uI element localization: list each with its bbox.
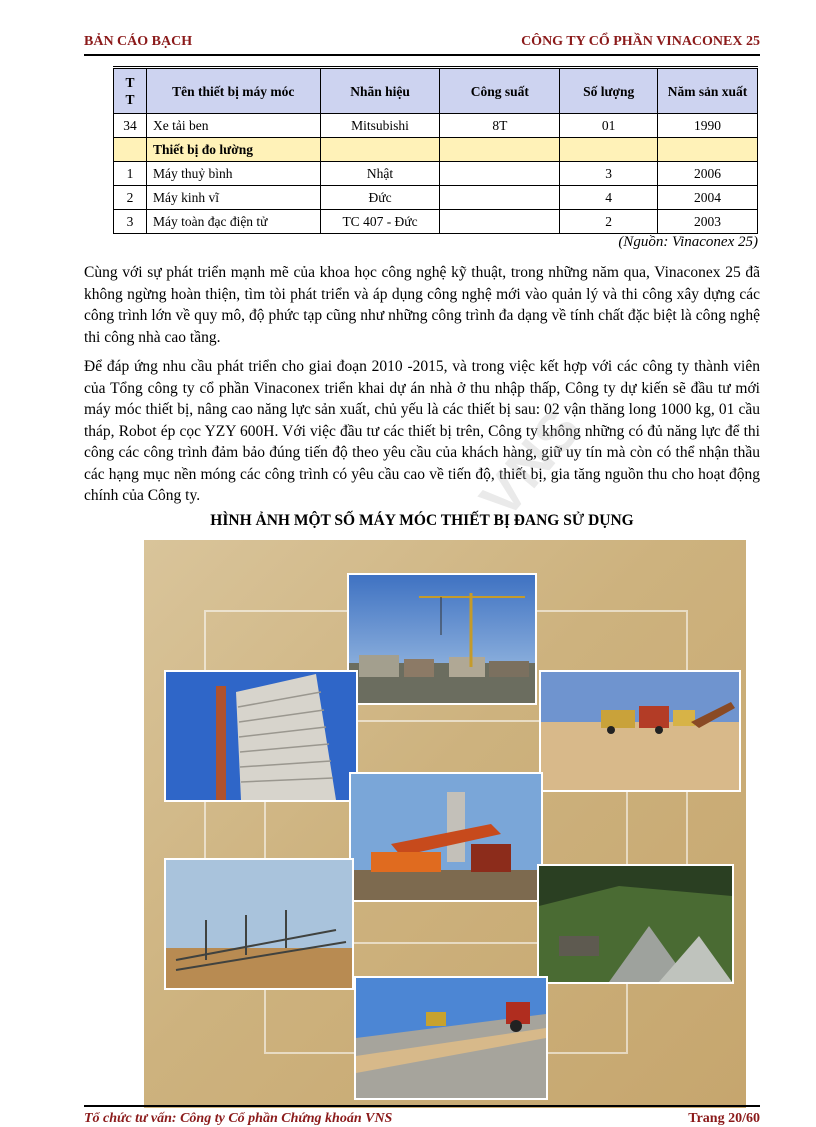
table-header-row [114,68,758,114]
header-document-title: BẢN CÁO BẠCH [84,34,193,49]
footer-page-number: Trang 20/60 [688,1111,760,1126]
cell-qty: 01 [560,114,658,138]
equipment-table [113,66,758,234]
high-rise-image [166,672,356,800]
group-label: Thiết bị đo lường [146,138,320,162]
cell-power: 8T [440,114,560,138]
body-paragraph-2: Để đáp ứng nhu cầu phát triển cho giai đoạn 2010 -2015, và trong việc kết hợp với các công ty thành viên của Tổng công ty cổ phần Vinaconex triển khai dự án nhà ở thu nhập thấp, Công ty dự kiến sẽ đầu tư mới máy móc thiết bị, nâng cao năng lực sản xuất, chủ yếu là các thiết bị sau: 02 vận thăng long 1000 kg, 01 cầu tháp, Robot ép cọc YZY 600H. Với việc đầu tư các thiết bị trên, Công ty không những có đủ năng lực để thi công các công trình đảm bảo đúng tiến độ theo yêu cầu của khách hàng, giữ uy tín mà còn có thể nhận thầu các hạng mục nền móng các công trình có yêu cầu cao về tiến độ, thiết bị, gia tăng nguồn thu cho hoạt động chính của Công ty. [84,358,760,504]
photo-road-rollers [354,976,548,1100]
col-header-qty: Số lượng [560,68,658,114]
equipment-photo-collage [144,540,746,1108]
photo-steel-frame [164,858,354,990]
table-row [114,114,758,138]
photo-high-rise-hoist [164,670,358,802]
cell-name: Máy toàn đạc điện tử [146,210,320,234]
cell-tt: 1 [114,162,147,186]
page-header [84,34,760,54]
cell-brand [320,138,440,162]
cell-year: 2006 [658,162,758,186]
cell-tt: 34 [114,114,147,138]
photo-quarry-crusher [537,864,734,984]
cell-qty: 2 [560,210,658,234]
cell-tt: 2 [114,186,147,210]
road-rollers-image [356,978,546,1098]
quarry-image [539,866,732,982]
cell-year: 2004 [658,186,758,210]
batching-plant-image [351,774,541,900]
photo-dump-trucks [539,670,741,792]
section-title: HÌNH ẢNH MỘT SỐ MÁY MÓC THIẾT BỊ ĐANG SỬ DỤNG [210,512,634,529]
cell-power [440,186,560,210]
photo-tower-crane-city [347,573,537,705]
steel-frame-image [166,860,352,988]
cell-qty: 4 [560,186,658,210]
cell-tt: 3 [114,210,147,234]
header-company-name: CÔNG TY CỔ PHẦN VINACONEX 25 [521,34,760,49]
table-row [114,210,758,234]
table-row [114,186,758,210]
cell-power [440,138,560,162]
cell-year: 2003 [658,210,758,234]
crane-city-image [349,575,535,703]
cell-brand: Đức [320,186,440,210]
watermark: VNS [467,395,594,530]
cell-name: Máy thuỷ bình [146,162,320,186]
footer-advisor: Tổ chức tư vấn: Công ty Cổ phần Chứng khoán VNS [84,1111,393,1126]
dump-trucks-image [541,672,739,790]
col-header-name: Tên thiết bị máy móc [146,68,320,114]
cell-power [440,162,560,186]
footer-divider [84,1105,760,1107]
table-row [114,162,758,186]
body-paragraph-1: Cùng với sự phát triển mạnh mẽ của khoa học công nghệ kỹ thuật, trong những năm qua, Vinaconex 25 đã không ngừng hoàn thiện, tìm tòi phát triển và áp dụng công nghệ mới vào quản lý và thi công xây dựng các công trình lớn về quy mô, độ phức tạp cũng như những công trình đa dạng về tính chất đặc biệt là công nghệ thi công nhà cao tầng. [84,264,760,346]
photo-batching-plant [349,772,543,902]
col-header-brand: Nhãn hiệu [320,68,440,114]
cell-qty [560,138,658,162]
table-source-note: (Nguồn: Vinaconex 25) [618,234,758,250]
table-group-row [114,138,758,162]
cell-tt [114,138,147,162]
col-header-tt: T T [114,68,147,114]
cell-power [440,210,560,234]
col-header-power: Công suất [440,68,560,114]
cell-qty: 3 [560,162,658,186]
cell-year: 1990 [658,114,758,138]
cell-year [658,138,758,162]
cell-name: Xe tải ben [146,114,320,138]
cell-brand: Mitsubishi [320,114,440,138]
cell-name: Máy kinh vĩ [146,186,320,210]
page-footer [84,1111,760,1127]
cell-brand: Nhật [320,162,440,186]
header-divider [84,54,760,56]
cell-brand: TC 407 - Đức [320,210,440,234]
col-header-year: Năm sản xuất [658,68,758,114]
